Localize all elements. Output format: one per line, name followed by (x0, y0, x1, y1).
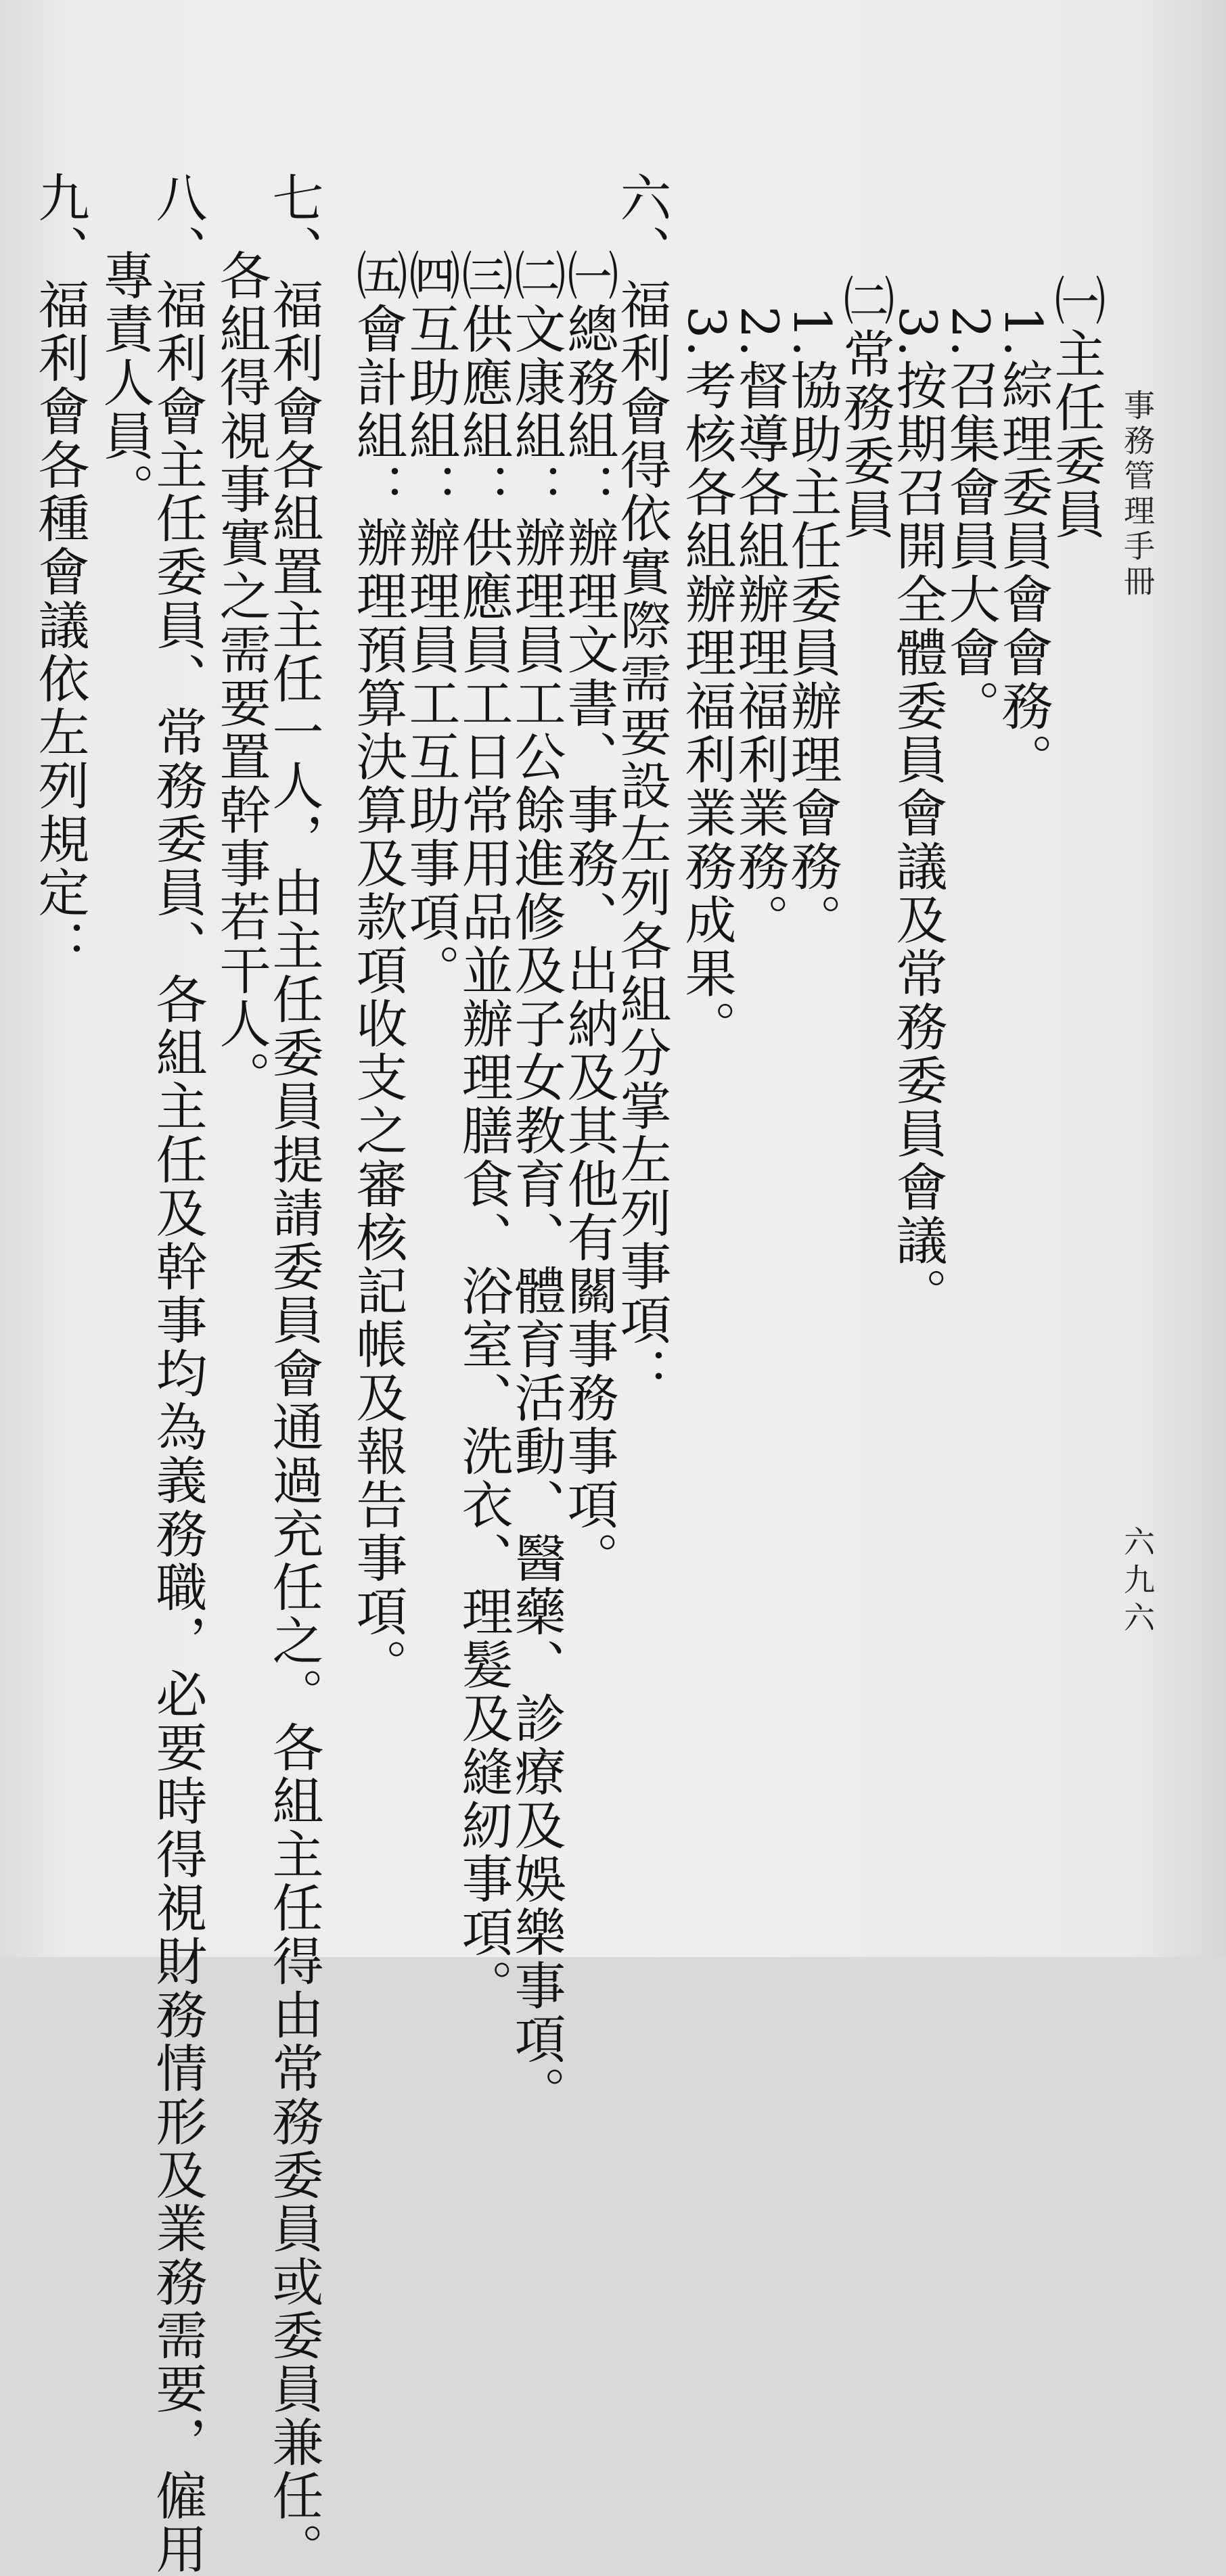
text-line: 七、福利會各組置主任一人，由主任委員提請委員會通過充任之。各組主任得由常務委員或委員兼任。 (264, 171, 324, 2576)
text-line: 1.綜理委員會會務。 (993, 306, 1053, 787)
text-line: ㈤會計組：辦理預算決算及款項收支之審核記帳及報告事項。 (348, 249, 408, 1692)
page-number: 六九六 (1119, 1525, 1156, 1639)
text-line: ㈠主任委員 (1046, 274, 1106, 541)
text-line: ㈡常務委員 (835, 274, 895, 541)
text-line: 九、福利會各種會議依左列規定： (30, 171, 90, 973)
text-line: ㈡文康組：辦理員工公餘進修及子女教育、體育活動、醫藥、診療及娛樂事項。 (506, 249, 566, 2119)
text-line: ㈠總務組：辦理文書、事務、出納及其他有關事務事項。 (559, 249, 619, 1585)
text-line: ㈢供應組：供應員工日常用品並辦理膳食、浴室、洗衣、理髮及縫紉事項。 (453, 249, 514, 2013)
text-line: 專責人員。 (95, 249, 155, 516)
running-header: 事務管理手冊 (1119, 389, 1156, 600)
text-line: 3.按期召開全體委員會議及常務委員會議。 (888, 306, 948, 1321)
text-line: 2.督導各組辦理福利業務。 (729, 306, 790, 947)
text-line: 各組得視事實之需要置幹事若干人。 (211, 249, 271, 1104)
text-line: ㈣互助組：辦理員工互助事項。 (401, 249, 461, 997)
text-line: 2.召集會員大會。 (940, 306, 1001, 733)
text-line: 六、福利會得依實際需要設左列各組分掌左列事項： (612, 171, 672, 1400)
text-line: 八、福利會主任委員、常務委員、各組主任及幹事均為義務職，必要時得視財務情形及業務需要，僱用 (147, 171, 208, 2576)
text-line: 1.協助主任委員辦理會務。 (782, 306, 842, 947)
text-line: 3.考核各組辦理福利業務成果。 (677, 306, 737, 1054)
